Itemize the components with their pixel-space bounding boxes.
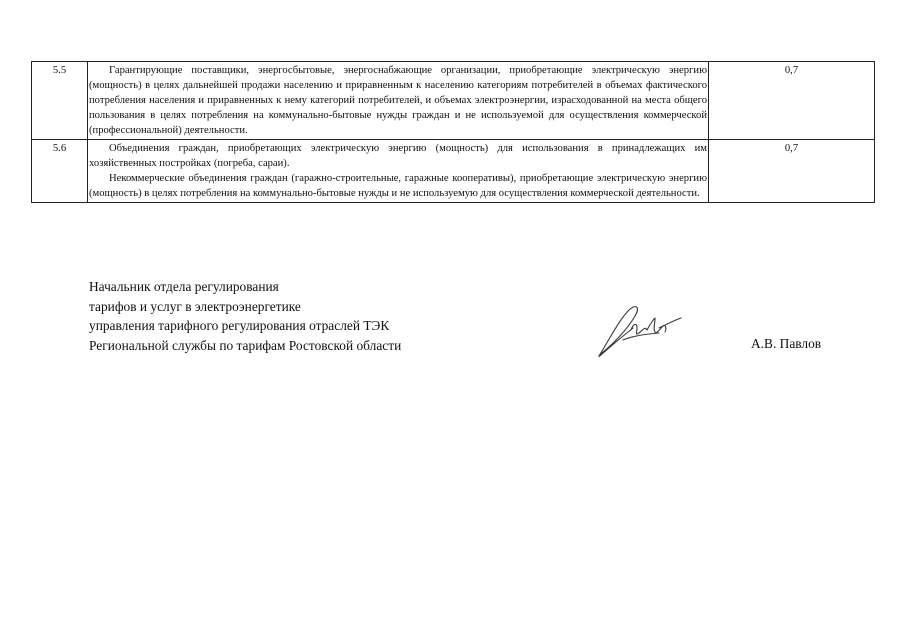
signatory-name: А.В. Павлов [751,336,822,351]
description-paragraph: Объединения граждан, приобретающих электрическую энергию (мощность) для использования в принадлежащих им хозяйственных постройках (погреба, сараи). [89,143,707,169]
row-description [88,140,709,203]
description-paragraph: Гарантирующие поставщики, энергосбытовые, энергоснабжающие организации, приобретающие электрическую энергию (мощность) в целях дальнейшей продажи населению и приравненным к населению категориям потребителей в объемах фактического потребления населения и приравненных к нему категорий потребителей, и объемах электроэнергии, израсходованной на места общего пользования в целях потребления на коммунально-бытовые нужды граждан и не используемой для осуществления коммерческой (профессиональной) деятельности. [89,65,707,136]
row-description [88,62,709,140]
tariff-table [31,61,875,203]
signatory-title-line: управления тарифного регулирования отраслей ТЭК [89,318,390,333]
signatory-title-line: тарифов и услуг в электроэнергетике [89,298,301,314]
handwritten-signature [593,300,685,364]
row-value: 0,7 [709,62,875,140]
signatory-title-line: Начальник отдела регулирования [89,279,279,294]
table-row [32,140,875,203]
row-value: 0,7 [709,140,875,203]
signatory-title [89,277,401,355]
row-number: 5.6 [32,140,88,203]
row-number: 5.5 [32,62,88,140]
table-row [32,62,875,140]
description-paragraph: Некоммерческие объединения граждан (гаражно-строительные, гаражные кооперативы), приобретающие электрическую энергию (мощность) в целях потребления на коммунально-бытовые нужды и не используемую для осуществления коммерческой деятельности. [89,173,707,199]
signatory-title-line: Региональной службы по тарифам Ростовской области [89,337,402,353]
